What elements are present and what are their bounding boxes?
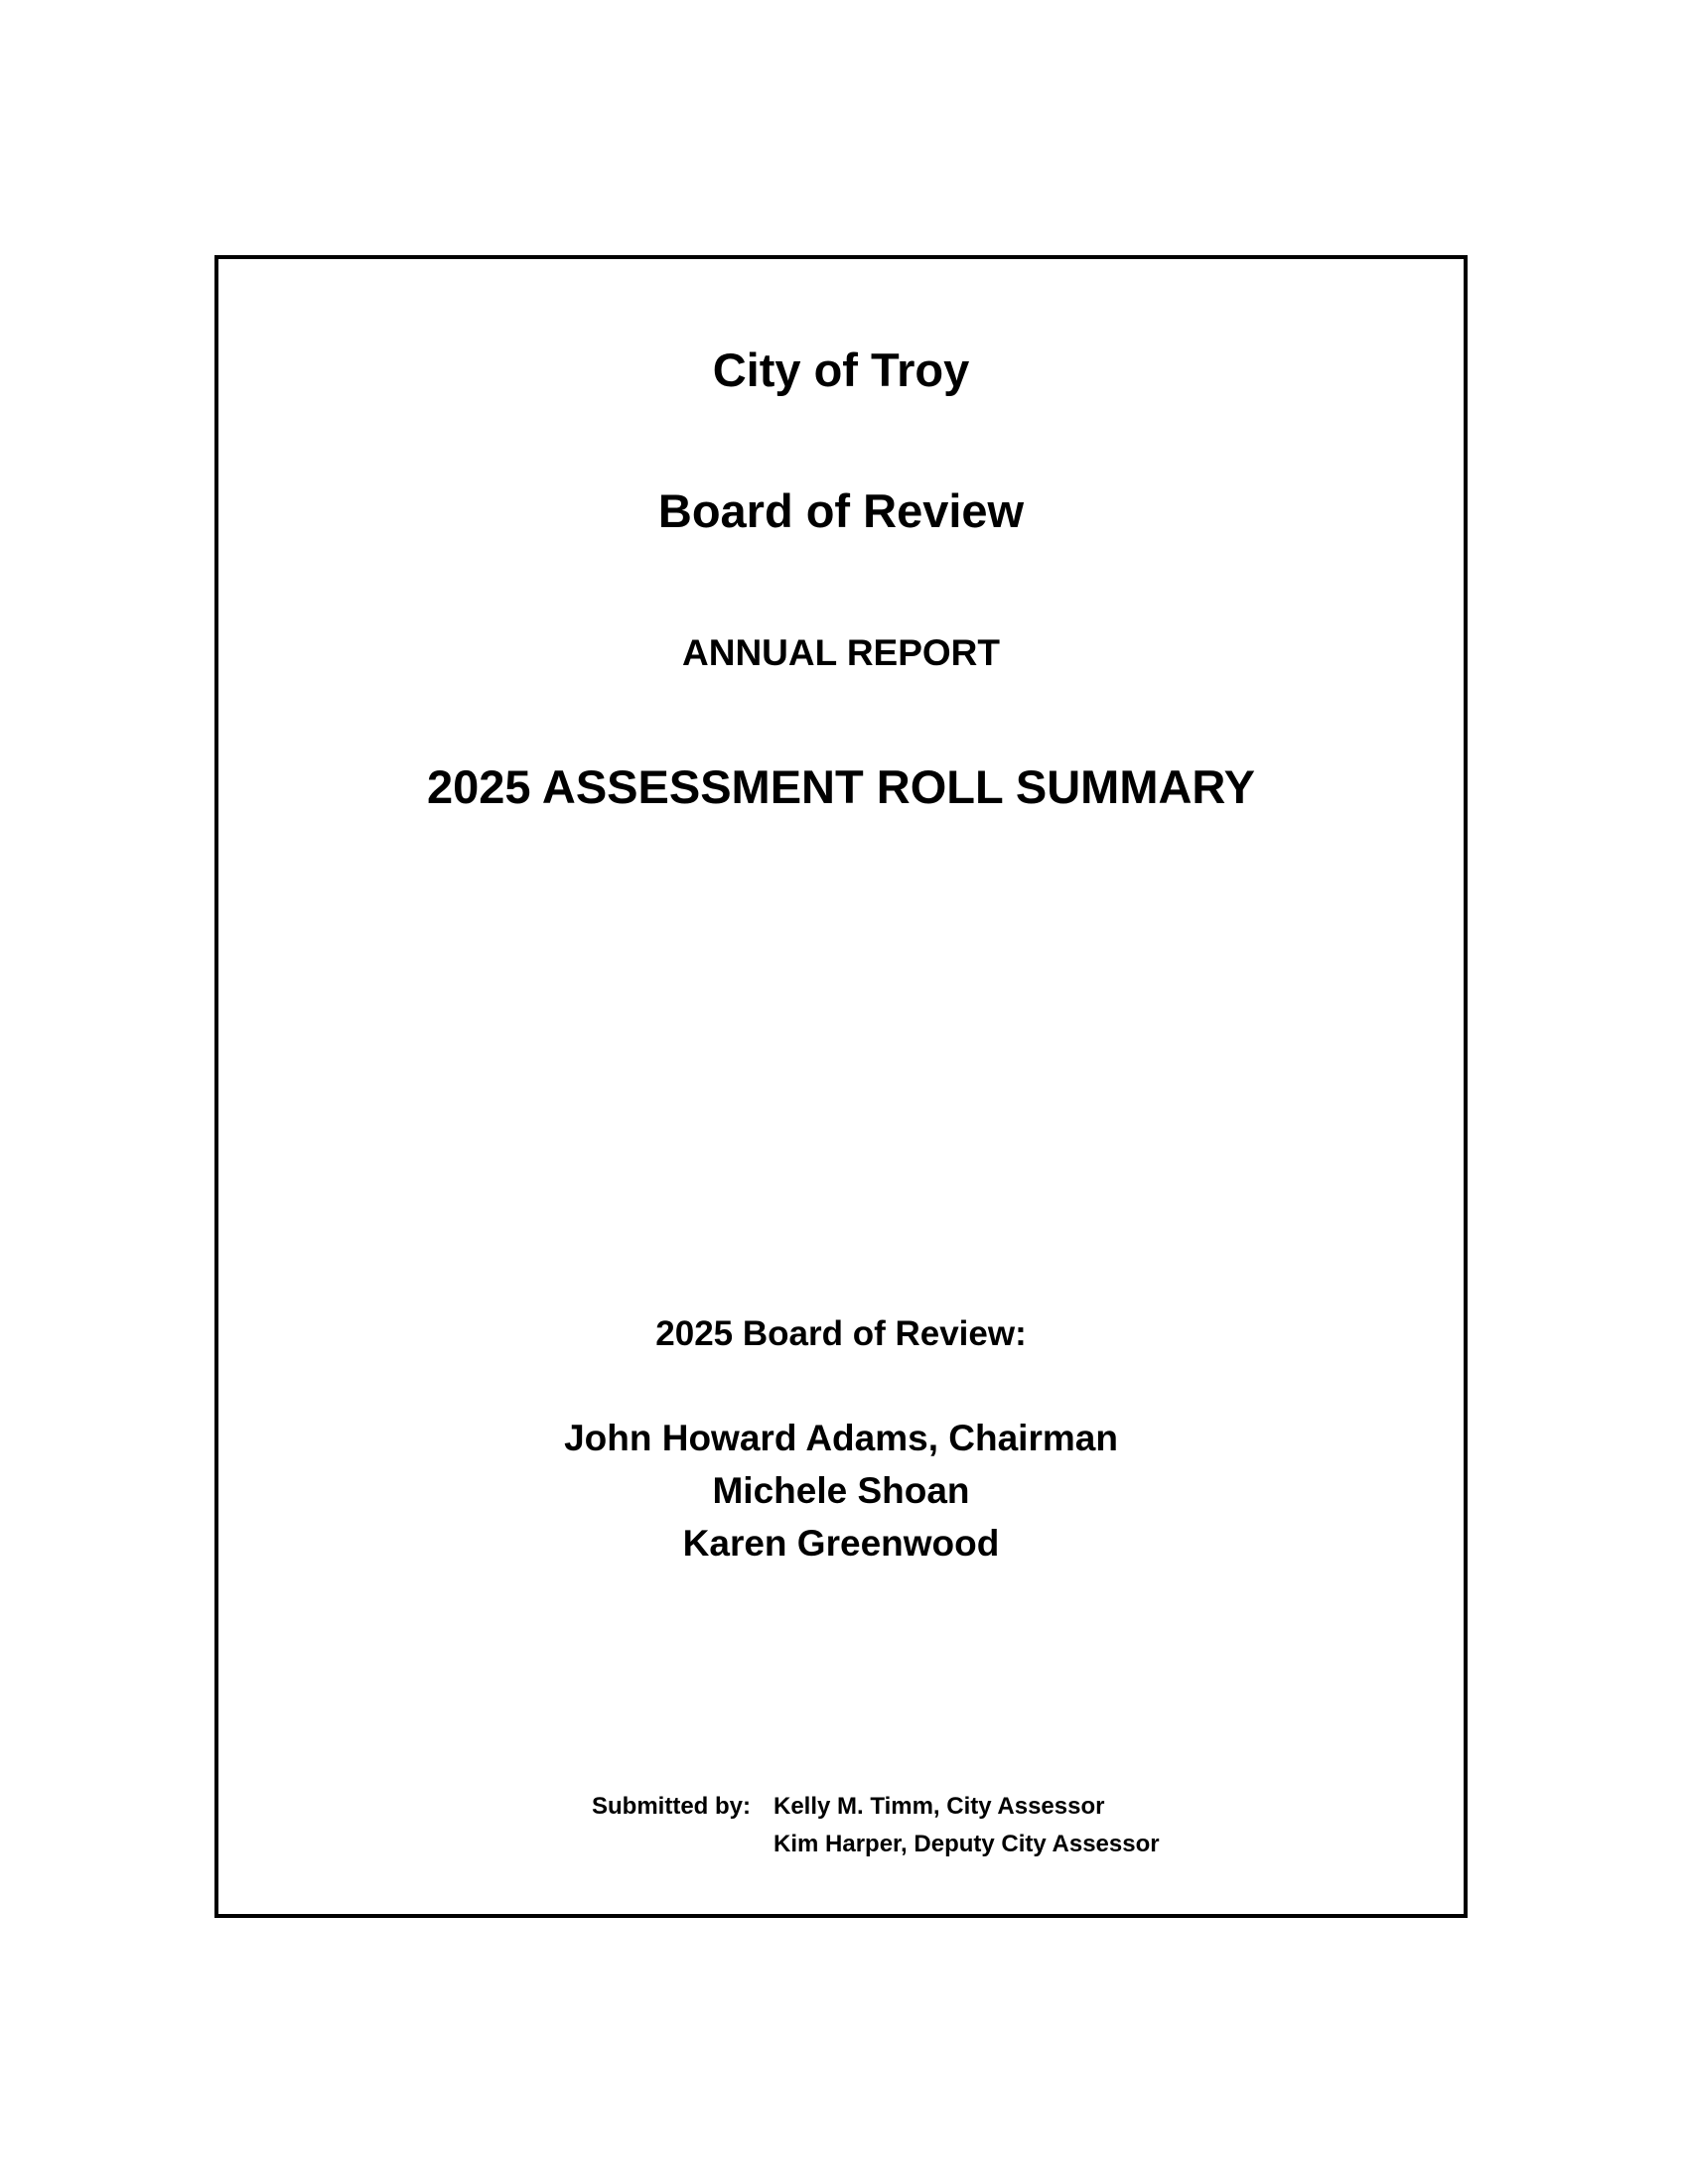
board-member: Michele Shoan	[712, 1470, 970, 1511]
city-title: City of Troy	[712, 343, 970, 396]
annual-report-label: ANNUAL REPORT	[682, 632, 1000, 673]
submitted-by-block	[592, 1795, 1160, 1870]
submitted-by-label: Submitted by:	[592, 1793, 751, 1820]
submitter-name: Kim Harper, Deputy City Assessor	[774, 1831, 1160, 1857]
cover-border-frame	[214, 255, 1468, 1918]
submitted-by-row	[592, 1833, 1160, 1870]
assessment-roll-summary-title: 2025 ASSESSMENT ROLL SUMMARY	[427, 760, 1255, 813]
board-member-chairman: John Howard Adams, Chairman	[564, 1418, 1118, 1458]
submitted-by-spacer	[592, 1833, 774, 1870]
board-member: Karen Greenwood	[682, 1523, 1000, 1564]
board-title: Board of Review	[657, 484, 1025, 537]
board-members-heading: 2025 Board of Review:	[655, 1314, 1027, 1353]
submitter-name: Kelly M. Timm, City Assessor	[774, 1793, 1105, 1820]
submitted-by-row	[592, 1795, 1160, 1833]
